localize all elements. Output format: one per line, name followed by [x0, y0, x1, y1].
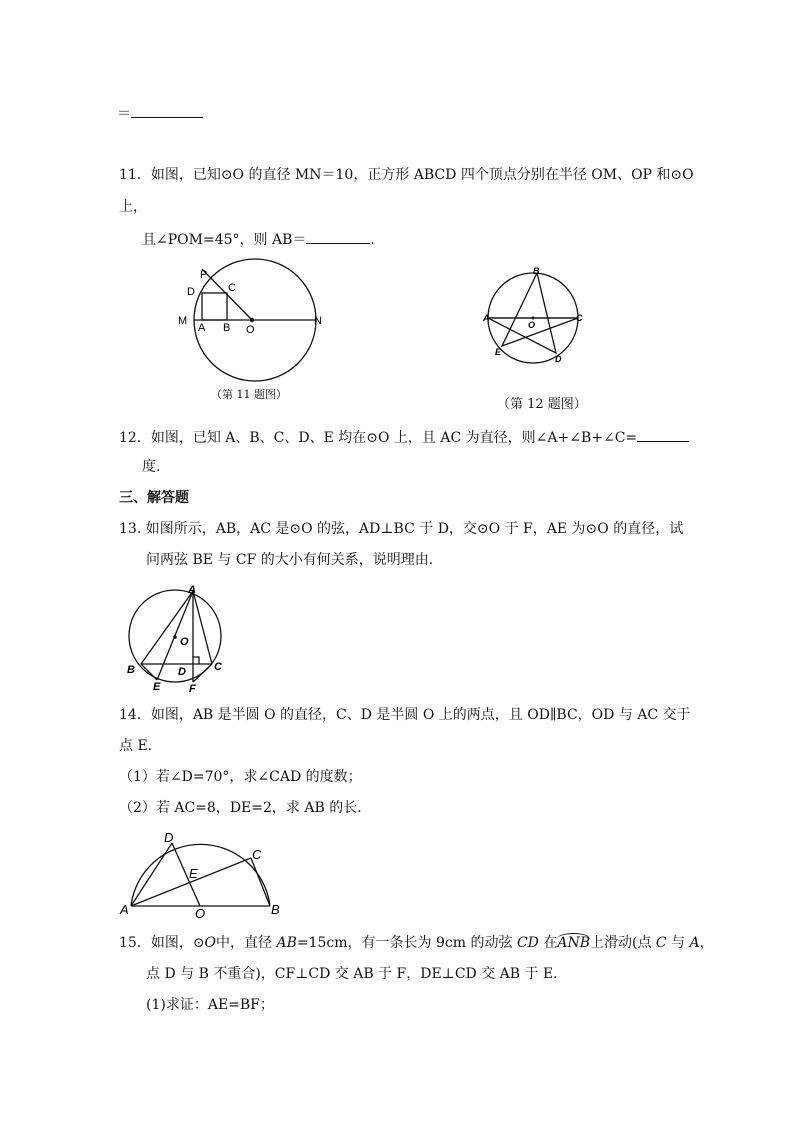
prev-answer-sign: ＝ [117, 106, 131, 122]
q15-text: =15cm，有一条长为 9cm 的动弦 [296, 935, 517, 951]
q13-line1: 13. 如图所示，AB，AC 是⊙O 的弦，AD⊥BC 于 D，交⊙O 于 F，AE 为⊙O 的直径，试 [119, 521, 684, 537]
label-C: C [252, 847, 262, 862]
q15-text: 与 [666, 935, 690, 951]
label-B: B [127, 664, 135, 676]
q14-part2: （2）若 AC=8，DE=2，求 AB 的长． [119, 800, 372, 816]
label-B: B [271, 902, 280, 917]
label-M: M [178, 315, 188, 327]
label-C: C [228, 282, 236, 294]
q12-line2: 度． [142, 459, 170, 475]
label-O: O [528, 320, 536, 330]
label-C: C [214, 661, 222, 673]
q14-line1: 14．如图，AB 是半圆 O 的直径，C、D 是半圆 O 上的两点，且 OD∥BC，OD 与 AC 交于 [119, 707, 691, 723]
label-A: A [188, 584, 196, 596]
figure-12-caption: （第 12 题图） [497, 397, 587, 412]
q15-text: 上滑动(点 [589, 935, 656, 951]
label-B: B [533, 266, 540, 276]
q13-line2: 问两弦 BE 与 CF 的大小有何关系，说明理由． [146, 552, 443, 568]
label-P: P [200, 269, 208, 281]
q15-line1 [119, 933, 714, 953]
label-N: N [314, 315, 322, 327]
q11-text: 且∠POM=45°，则 AB＝ [142, 232, 307, 248]
label-O: O [246, 324, 255, 336]
q11-period: . [370, 232, 375, 248]
section-heading: 三、解答题 [119, 490, 189, 506]
label-D: D [178, 666, 186, 678]
q12-text: 12．如图，已知 A、B、C、D、E 均在⊙O 上，且 AC 为直径，则∠A+∠B+∠C= [119, 430, 638, 446]
q14-part1: （1）若∠D=70°，求∠CAD 的度数； [119, 769, 362, 785]
label-A: A [120, 902, 129, 917]
q15-var: AB [276, 935, 297, 951]
label-F: F [189, 683, 196, 695]
q15-var: CD [516, 935, 539, 951]
q15-var: C [655, 935, 667, 951]
arc-notation: ANB [557, 935, 590, 951]
q15-text: 中，直径 [216, 935, 277, 951]
q14-line2: 点 E． [119, 738, 162, 754]
label-E: E [153, 681, 161, 693]
label-E: E [495, 347, 502, 357]
label-O: O [180, 636, 189, 648]
label-D: D [164, 830, 174, 845]
label-C: C [576, 313, 583, 323]
q15-text: 15．如图，⊙ [119, 935, 205, 951]
q15-text: ， [699, 935, 714, 951]
label-E: E [189, 866, 198, 881]
q15-part1: (1)求证：AE=BF； [146, 997, 274, 1013]
q11-line2: 上， [119, 199, 147, 215]
label-A: A [483, 313, 490, 323]
figure-11-caption: （第 11 题图） [211, 388, 287, 401]
label-A: A [198, 322, 206, 334]
label-D: D [555, 354, 562, 364]
q15-var: A [689, 935, 700, 951]
label-O: O [195, 906, 206, 921]
q15-var: O [204, 935, 217, 951]
q15-text: 在 [538, 935, 558, 951]
label-D: D [187, 286, 195, 298]
q11-line1: 11．如图，已知⊙O 的直径 MN＝10，正方形 ABCD 四个顶点分别在半径 OM、OP 和⊙O [119, 167, 694, 183]
label-B: B [223, 322, 231, 334]
q15-line2: 点 D 与 B 不重合)，CF⊥CD 交 AB 于 F，DE⊥CD 交 AB 于 E． [146, 966, 568, 982]
